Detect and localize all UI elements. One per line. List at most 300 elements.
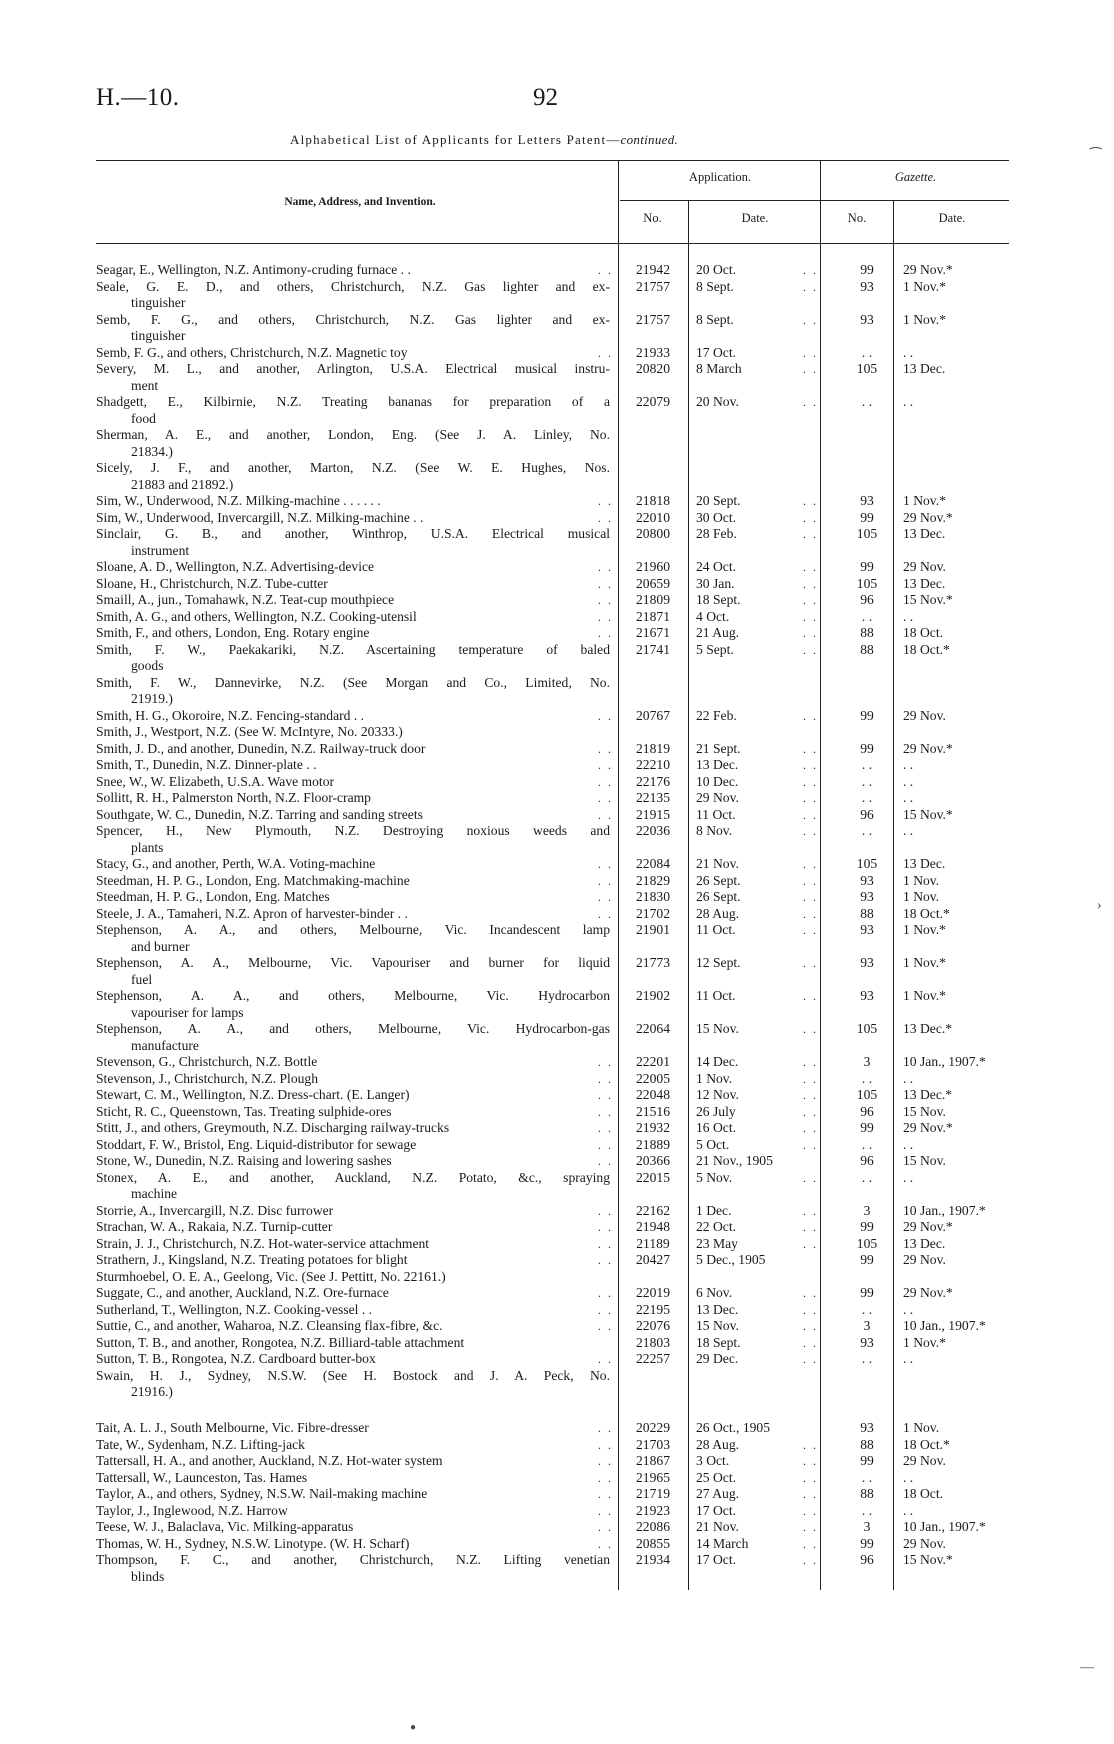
application-date: 5 Sept. bbox=[696, 641, 734, 657]
subheader-rule bbox=[620, 200, 1009, 201]
application-date: 26 Sept. bbox=[696, 872, 741, 888]
leader-dots: . . bbox=[598, 1421, 613, 1436]
date-leader-dots: . . bbox=[803, 1104, 818, 1119]
gazette-date: 1 Nov.* bbox=[903, 311, 946, 327]
applicant-entry bbox=[96, 1486, 610, 1503]
application-date: 3 Oct. bbox=[696, 1453, 730, 1469]
applicant-entry bbox=[96, 741, 610, 758]
date-leader-dots: . . bbox=[803, 510, 818, 525]
applicant-text-continued: and burner bbox=[131, 938, 190, 954]
applicant-entry bbox=[96, 1170, 610, 1203]
applicant-text: Steedman, H. P. G., London, Eng. Matchmaking-machine bbox=[96, 872, 410, 888]
gazette-date: 18 Oct.* bbox=[903, 1436, 950, 1452]
application-number: 21189 bbox=[636, 1235, 670, 1251]
leader-dots: . . bbox=[598, 1055, 613, 1069]
gazette-date: 13 Dec.* bbox=[903, 1021, 953, 1036]
leader-dots: . . bbox=[598, 1437, 613, 1452]
gazette-number: 88 bbox=[860, 1486, 874, 1502]
application-number: 21871 bbox=[636, 608, 670, 624]
gazette-number: . . bbox=[861, 608, 873, 624]
gazette-date: 13 Dec. bbox=[903, 526, 946, 541]
application-date: 30 Jan. bbox=[696, 575, 735, 591]
gazette-date: 15 Nov. bbox=[903, 1103, 946, 1119]
applicant-entry bbox=[96, 1351, 610, 1368]
applicant-text-continued: goods bbox=[131, 658, 164, 673]
gazette-number: . . bbox=[861, 773, 873, 789]
date-leader-dots: . . bbox=[803, 1302, 818, 1317]
application-date: 15 Nov. bbox=[696, 1318, 739, 1333]
application-date: 8 Sept. bbox=[696, 311, 734, 327]
applicant-text: Stephenson, A. A., Melbourne, Vic. Vapouriser and burner for liquid bbox=[96, 955, 610, 970]
application-number: 21702 bbox=[636, 905, 670, 921]
gazette-number: 96 bbox=[860, 1552, 874, 1568]
gazette-date: 29 Nov.* bbox=[903, 1285, 953, 1300]
application-number: 20427 bbox=[636, 1252, 670, 1267]
application-number: 22176 bbox=[636, 773, 670, 789]
column-divider-gazette bbox=[820, 160, 821, 1590]
applicant-entry bbox=[96, 1470, 610, 1487]
applicant-text-continued: tinguisher bbox=[131, 328, 186, 343]
application-number: 22010 bbox=[636, 509, 670, 525]
gazette-number: . . bbox=[861, 790, 873, 805]
applicant-entry bbox=[96, 1519, 610, 1536]
application-date: 5 Oct. bbox=[696, 1136, 730, 1152]
gazette-number: . . bbox=[861, 394, 873, 409]
applicant-text: Snee, W., W. Elizabeth, U.S.A. Wave motor bbox=[96, 773, 335, 789]
application-date: 28 Aug. bbox=[696, 1436, 740, 1452]
applicant-text: Smith, H. G., Okoroire, N.Z. Fencing-standard . . bbox=[96, 707, 365, 723]
applicant-text: Sherman, A. E., and another, London, Eng. (See J. A. Linley, No. bbox=[96, 427, 610, 442]
date-leader-dots: . . bbox=[803, 1520, 818, 1535]
leader-dots: . . bbox=[598, 1487, 613, 1502]
gazette-date: . . bbox=[903, 1136, 914, 1152]
application-number: 21830 bbox=[636, 889, 670, 904]
gazette-date: . . bbox=[903, 1301, 914, 1317]
page-title bbox=[290, 132, 678, 148]
leader-dots: . . bbox=[598, 791, 613, 805]
date-leader-dots: . . bbox=[803, 279, 818, 294]
gazette-number: 93 bbox=[860, 1420, 874, 1436]
date-leader-dots: . . bbox=[803, 791, 818, 805]
application-date: 12 Nov. bbox=[696, 1087, 739, 1102]
application-date: 18 Sept. bbox=[696, 1334, 741, 1350]
gazette-date: 15 Nov. bbox=[903, 1153, 946, 1168]
application-date: 10 Dec. bbox=[696, 773, 739, 789]
date-leader-dots: . . bbox=[803, 774, 818, 789]
gazette-date: 13 Dec. bbox=[903, 856, 946, 871]
applicant-text: Stewart, C. M., Wellington, N.Z. Dress-chart. (E. Langer) bbox=[96, 1087, 410, 1102]
applicant-text: Tattersall, H. A., and another, Auckland, N.Z. Hot-water system bbox=[96, 1453, 443, 1469]
gazette-date: . . bbox=[903, 1502, 914, 1518]
application-number: 22048 bbox=[636, 1087, 670, 1102]
applicant-entry bbox=[96, 774, 610, 791]
gazette-number: . . bbox=[861, 1070, 873, 1086]
application-date: 20 Sept. bbox=[696, 493, 741, 508]
page-number: 92 bbox=[533, 84, 558, 111]
applicant-text: Smith, F. W., Paekakariki, N.Z. Ascertaining temperature of baled bbox=[96, 641, 610, 657]
gazette-date: . . bbox=[903, 1169, 914, 1185]
application-date: 15 Nov. bbox=[696, 1021, 739, 1036]
application-number: 21932 bbox=[636, 1120, 670, 1135]
gazette-date: . . bbox=[903, 823, 914, 838]
applicant-entry bbox=[96, 1318, 610, 1335]
application-number: 21934 bbox=[636, 1552, 670, 1568]
gazette-number: 105 bbox=[856, 526, 878, 541]
leader-dots: . . bbox=[598, 741, 613, 756]
applicant-text: Smith, A. G., and others, Wellington, N.Z. Cooking-utensil bbox=[96, 608, 417, 624]
applicant-text: Sloane, H., Christchurch, N.Z. Tube-cutter bbox=[96, 575, 328, 591]
leader-dots: . . bbox=[598, 1503, 613, 1518]
application-number: 21516 bbox=[636, 1103, 670, 1119]
applicant-text: Suttie, C., and another, Waharoa, N.Z. Cleansing flax-fibre, &c. bbox=[96, 1318, 443, 1333]
date-leader-dots: . . bbox=[803, 1286, 818, 1300]
gazette-number: 99 bbox=[860, 740, 874, 756]
application-date: 21 Nov. bbox=[696, 1519, 739, 1535]
header-bottom-rule bbox=[96, 243, 1009, 244]
applicant-text: Tattersall, W., Launceston, Tas. Hames bbox=[96, 1469, 308, 1485]
date-leader-dots: . . bbox=[803, 807, 818, 822]
date-leader-dots: . . bbox=[803, 1121, 818, 1135]
gazette-date: 15 Nov.* bbox=[903, 1552, 953, 1568]
application-number: 21829 bbox=[636, 872, 670, 888]
leader-dots: . . bbox=[598, 510, 613, 525]
leader-dots: . . bbox=[598, 1220, 613, 1234]
application-number: 22257 bbox=[636, 1351, 670, 1366]
application-number: 20229 bbox=[636, 1420, 670, 1436]
applicant-entry bbox=[96, 1104, 610, 1121]
leader-dots: . . bbox=[598, 576, 613, 591]
gazette-date: 10 Jan., 1907.* bbox=[903, 1054, 986, 1069]
applicant-text: Tate, W., Sydenham, N.Z. Lifting-jack bbox=[96, 1436, 305, 1452]
application-date: 26 Oct., 1905 bbox=[696, 1420, 771, 1436]
gazette-number: 99 bbox=[860, 1120, 874, 1135]
application-number: 22135 bbox=[636, 790, 670, 805]
gazette-date: . . bbox=[903, 757, 914, 772]
applicant-text: Strain, J. J., Christchurch, N.Z. Hot-water-service attachment bbox=[96, 1235, 430, 1251]
applicant-text: Teese, W. J., Balaclava, Vic. Milking-apparatus bbox=[96, 1519, 354, 1535]
leader-dots: . . bbox=[598, 1470, 613, 1485]
date-leader-dots: . . bbox=[803, 989, 818, 1003]
application-date: 17 Oct. bbox=[696, 344, 737, 360]
leader-dots: . . bbox=[598, 593, 613, 607]
leader-dots: . . bbox=[598, 857, 613, 871]
gazette-number: . . bbox=[861, 1351, 873, 1366]
applicant-text: Smith, J., Westport, N.Z. (See W. McIntyre, No. 20333.) bbox=[96, 724, 403, 739]
application-number: 21960 bbox=[636, 559, 670, 574]
column-divider-name bbox=[618, 160, 619, 1590]
document-reference: H.—10. bbox=[96, 84, 180, 111]
applicant-entry bbox=[96, 906, 610, 923]
leader-dots: . . bbox=[598, 807, 613, 822]
applicant-entry bbox=[96, 592, 610, 609]
gazette-date: 10 Jan., 1907.* bbox=[903, 1202, 986, 1218]
application-date: 20 Oct. bbox=[696, 262, 737, 277]
applicant-text: Stonex, A. E., and another, Auckland, N.Z. Potato, &c., spraying bbox=[96, 1169, 610, 1185]
leader-dots: . . bbox=[598, 1137, 613, 1152]
applicant-text: Sticht, R. C., Queenstown, Tas. Treating sulphide-ores bbox=[96, 1103, 392, 1119]
gazette-number: 93 bbox=[860, 922, 874, 937]
date-leader-dots: . . bbox=[803, 1487, 818, 1502]
applicant-entry bbox=[96, 609, 610, 626]
gazette-number: . . bbox=[861, 823, 873, 838]
applicant-text: Steedman, H. P. G., London, Eng. Matches bbox=[96, 889, 330, 904]
gazette-date: 29 Nov.* bbox=[903, 509, 953, 525]
applicant-text-continued: ment bbox=[131, 377, 159, 393]
applicant-entry bbox=[96, 642, 610, 675]
date-leader-dots: . . bbox=[803, 609, 818, 624]
column-header-app-no: No. bbox=[643, 211, 662, 225]
leader-dots: . . bbox=[598, 609, 613, 624]
application-date: 8 Sept. bbox=[696, 278, 734, 294]
leader-dots: . . bbox=[598, 1253, 613, 1267]
date-leader-dots: . . bbox=[803, 1220, 818, 1234]
gazette-date: . . bbox=[903, 1070, 914, 1086]
leader-dots: . . bbox=[598, 1203, 613, 1218]
date-leader-dots: . . bbox=[803, 1055, 818, 1069]
applicant-text: Sturmhoebel, O. E. A., Geelong, Vic. (See J. Pettitt, No. 22161.) bbox=[96, 1268, 446, 1284]
date-leader-dots: . . bbox=[803, 857, 818, 871]
applicant-text: Taylor, A., and others, Sydney, N.S.W. Nail-making machine bbox=[96, 1486, 428, 1502]
gazette-number: 105 bbox=[856, 575, 878, 591]
date-leader-dots: . . bbox=[803, 1503, 818, 1518]
gazette-date: 18 Oct.* bbox=[903, 905, 950, 921]
date-leader-dots: . . bbox=[803, 1137, 818, 1152]
applicant-entry bbox=[96, 1437, 610, 1454]
application-date: 30 Oct. bbox=[696, 509, 737, 525]
applicant-entry bbox=[96, 1536, 610, 1553]
applicant-text: Sutherland, T., Wellington, N.Z. Cooking-vessel . . bbox=[96, 1301, 373, 1317]
leader-dots: . . bbox=[598, 1286, 613, 1300]
gazette-date: 1 Nov. bbox=[903, 872, 940, 888]
application-number: 21867 bbox=[636, 1453, 670, 1469]
applicant-text: Stevenson, G., Christchurch, N.Z. Bottle bbox=[96, 1054, 318, 1069]
leader-dots: . . bbox=[598, 1071, 613, 1086]
gazette-date: . . bbox=[903, 1469, 914, 1485]
gazette-number: 99 bbox=[860, 1252, 874, 1267]
applicant-entry bbox=[96, 889, 610, 906]
gazette-number: 99 bbox=[860, 1219, 874, 1234]
leader-dots: . . bbox=[598, 1520, 613, 1535]
applicant-entry bbox=[96, 1087, 610, 1104]
application-date: 21 Sept. bbox=[696, 740, 741, 756]
applicant-text: Steele, J. A., Tamaheri, N.Z. Apron of harvester-binder . . bbox=[96, 905, 408, 921]
applicant-text: Sutton, T. B., Rongotea, N.Z. Cardboard butter-box bbox=[96, 1351, 376, 1366]
application-date: 23 May bbox=[696, 1235, 738, 1251]
applicant-text: Stevenson, J., Christchurch, N.Z. Plough bbox=[96, 1070, 319, 1086]
application-date: 11 Oct. bbox=[696, 988, 736, 1003]
applicant-text: Sicely, J. F., and another, Marton, N.Z. (See W. E. Hughes, Nos. bbox=[96, 460, 610, 475]
application-date: 16 Oct. bbox=[696, 1120, 737, 1135]
applicant-text: Sim, W., Underwood, N.Z. Milking-machine . . . . . . bbox=[96, 493, 381, 508]
application-number: 21948 bbox=[636, 1219, 670, 1234]
date-leader-dots: . . bbox=[803, 1236, 818, 1251]
application-number: 20366 bbox=[636, 1153, 670, 1168]
applicant-entry bbox=[96, 873, 610, 890]
gazette-date: 18 Oct. bbox=[903, 625, 944, 640]
applicant-entry bbox=[96, 708, 610, 725]
applicant-entry bbox=[96, 460, 610, 493]
date-leader-dots: . . bbox=[803, 956, 818, 970]
applicant-text: Sim, W., Underwood, Invercargill, N.Z. Milking-machine . . bbox=[96, 509, 424, 525]
gazette-date: 10 Jan., 1907.* bbox=[903, 1519, 986, 1535]
applicant-entry bbox=[96, 955, 610, 988]
application-date: 8 March bbox=[696, 361, 742, 376]
applicant-entry bbox=[96, 312, 610, 345]
applicant-text: Stephenson, A. A., and others, Melbourne, Vic. Hydrocarbon-gas bbox=[96, 1021, 610, 1036]
applicant-text: Smith, T., Dunedin, N.Z. Dinner-plate . . bbox=[96, 757, 317, 772]
application-number: 21757 bbox=[636, 311, 670, 327]
gazette-date: 1 Nov.* bbox=[903, 988, 946, 1003]
application-number: 21902 bbox=[636, 988, 670, 1003]
applicant-entry bbox=[96, 1552, 610, 1585]
date-leader-dots: . . bbox=[803, 1170, 818, 1185]
application-number: 21741 bbox=[636, 641, 670, 657]
applicant-entry bbox=[96, 1153, 610, 1170]
applicant-text: Stephenson, A. A., and others, Melbourne, Vic. Incandescent lamp bbox=[96, 922, 610, 937]
gazette-date: 29 Nov. bbox=[903, 1535, 946, 1551]
gazette-number: 3 bbox=[863, 1519, 871, 1535]
application-date: 12 Sept. bbox=[696, 955, 741, 970]
date-leader-dots: . . bbox=[803, 1454, 818, 1469]
gazette-number: 93 bbox=[860, 493, 874, 508]
gazette-date: 15 Nov.* bbox=[903, 592, 953, 607]
date-leader-dots: . . bbox=[803, 494, 818, 508]
gazette-date: . . bbox=[903, 1351, 914, 1366]
applicant-entry bbox=[96, 807, 610, 824]
gazette-date: 1 Nov.* bbox=[903, 922, 946, 937]
date-leader-dots: . . bbox=[803, 263, 818, 277]
applicant-text: Smith, F. W., Dannevirke, N.Z. (See Morgan and Co., Limited, No. bbox=[96, 674, 610, 690]
gazette-number: 3 bbox=[863, 1202, 871, 1218]
leader-dots: . . bbox=[598, 1154, 613, 1168]
gazette-date: 29 Nov. bbox=[903, 1252, 946, 1267]
applicant-entry bbox=[96, 576, 610, 593]
gazette-number: 88 bbox=[860, 641, 874, 657]
leader-dots: . . bbox=[598, 263, 613, 277]
applicant-text-continued: 21916.) bbox=[131, 1384, 173, 1399]
application-date: 4 Oct. bbox=[696, 608, 730, 624]
gazette-number: 88 bbox=[860, 905, 874, 921]
applicant-text: Southgate, W. C., Dunedin, N.Z. Tarring and sanding streets bbox=[96, 806, 423, 822]
leader-dots: . . bbox=[598, 708, 613, 723]
gazette-number: 93 bbox=[860, 278, 874, 294]
gazette-number: 105 bbox=[856, 1021, 878, 1036]
application-date: 18 Sept. bbox=[696, 592, 741, 607]
gazette-date: 1 Nov. bbox=[903, 889, 940, 904]
applicant-entry bbox=[96, 988, 610, 1021]
application-date: 1 Nov. bbox=[696, 1070, 733, 1086]
applicant-entry bbox=[96, 1236, 610, 1253]
application-number: 22162 bbox=[636, 1202, 670, 1218]
application-date: 21 Nov. bbox=[696, 856, 739, 871]
date-leader-dots: . . bbox=[803, 758, 818, 772]
date-leader-dots: . . bbox=[803, 1203, 818, 1218]
application-date: 11 Oct. bbox=[696, 806, 736, 822]
applicant-entry bbox=[96, 1335, 610, 1352]
application-number: 22084 bbox=[636, 856, 670, 871]
application-number: 21819 bbox=[636, 740, 670, 756]
leader-dots: . . bbox=[598, 494, 613, 508]
gazette-number: 88 bbox=[860, 1436, 874, 1452]
leader-dots: . . bbox=[598, 626, 613, 640]
applicant-entry bbox=[96, 361, 610, 394]
applicant-text: Tait, A. L. J., South Melbourne, Vic. Fibre-dresser bbox=[96, 1420, 369, 1436]
applicant-text: Swain, H. J., Sydney, N.S.W. (See H. Bostock and J. A. Peck, No. bbox=[96, 1367, 610, 1383]
application-number: 21773 bbox=[636, 955, 670, 970]
application-date: 5 Nov. bbox=[696, 1169, 733, 1185]
applicant-entry bbox=[96, 1054, 610, 1071]
date-leader-dots: . . bbox=[803, 362, 818, 376]
application-number: 20767 bbox=[636, 707, 670, 723]
application-date: 11 Oct. bbox=[696, 922, 736, 937]
applicant-text-continued: manufacture bbox=[131, 1037, 199, 1053]
date-leader-dots: . . bbox=[803, 1335, 818, 1350]
applicant-entry bbox=[96, 790, 610, 807]
application-date: 26 July bbox=[696, 1103, 736, 1119]
applicant-entry bbox=[96, 262, 610, 279]
applicant-text: Stone, W., Dunedin, N.Z. Raising and lowering sashes bbox=[96, 1153, 392, 1168]
leader-dots: . . bbox=[598, 1454, 613, 1469]
applicant-text: Storrie, A., Invercargill, N.Z. Disc furrower bbox=[96, 1202, 334, 1218]
application-date: 17 Oct. bbox=[696, 1552, 737, 1568]
applicant-text-continued: food bbox=[131, 410, 156, 426]
application-number: 21803 bbox=[636, 1334, 670, 1350]
gazette-date: 10 Jan., 1907.* bbox=[903, 1318, 986, 1333]
application-date: 24 Oct. bbox=[696, 559, 737, 574]
applicant-entry bbox=[96, 856, 610, 873]
application-date: 8 Nov. bbox=[696, 823, 733, 838]
applicant-text: Stacy, G., and another, Perth, W.A. Voting-machine bbox=[96, 856, 376, 871]
leader-dots: . . bbox=[598, 774, 613, 789]
date-leader-dots: . . bbox=[803, 923, 818, 937]
applicant-entry bbox=[96, 757, 610, 774]
application-number: 21933 bbox=[636, 344, 670, 360]
applicant-text: Spencer, H., New Plymouth, N.Z. Destroying noxious weeds and bbox=[96, 823, 610, 838]
gazette-date: 15 Nov.* bbox=[903, 806, 953, 822]
application-number: 21923 bbox=[636, 1502, 670, 1518]
applicant-text: Shadgett, E., Kilbirnie, N.Z. Treating bananas for preparation of a bbox=[96, 394, 610, 409]
application-number: 22005 bbox=[636, 1070, 670, 1086]
application-number: 21889 bbox=[636, 1136, 670, 1152]
gazette-number: 99 bbox=[860, 1535, 874, 1551]
application-number: 21703 bbox=[636, 1436, 670, 1452]
date-leader-dots: . . bbox=[803, 345, 818, 360]
margin-mark: › bbox=[1097, 898, 1102, 913]
applicant-text: Semb, F. G., and others, Christchurch, N.Z. Gas lighter and ex- bbox=[96, 311, 610, 327]
leader-dots: . . bbox=[598, 1088, 613, 1102]
leader-dots: . . bbox=[598, 560, 613, 574]
gazette-number: 105 bbox=[856, 1235, 878, 1251]
title-continued: continued. bbox=[620, 132, 679, 147]
applicant-entry bbox=[96, 823, 610, 856]
applicant-text: Seale, G. E. D., and others, Christchurch, N.Z. Gas lighter and ex- bbox=[96, 278, 610, 294]
gazette-date: 29 Nov.* bbox=[903, 1120, 953, 1135]
date-leader-dots: . . bbox=[803, 873, 818, 888]
gazette-number: . . bbox=[861, 1301, 873, 1317]
leader-dots: . . bbox=[598, 873, 613, 888]
application-number: 22210 bbox=[636, 757, 670, 772]
gazette-number: 105 bbox=[856, 361, 878, 376]
date-leader-dots: . . bbox=[803, 312, 818, 327]
applicant-entry bbox=[96, 493, 610, 510]
gazette-number: 96 bbox=[860, 592, 874, 607]
leader-dots: . . bbox=[598, 1319, 613, 1333]
gazette-number: . . bbox=[861, 757, 873, 772]
applicant-text: Thomas, W. H., Sydney, N.S.W. Linotype. (W. H. Scharf) bbox=[96, 1535, 410, 1551]
applicant-entry bbox=[96, 724, 610, 741]
date-leader-dots: . . bbox=[803, 576, 818, 591]
margin-mark: — bbox=[1080, 1660, 1094, 1675]
